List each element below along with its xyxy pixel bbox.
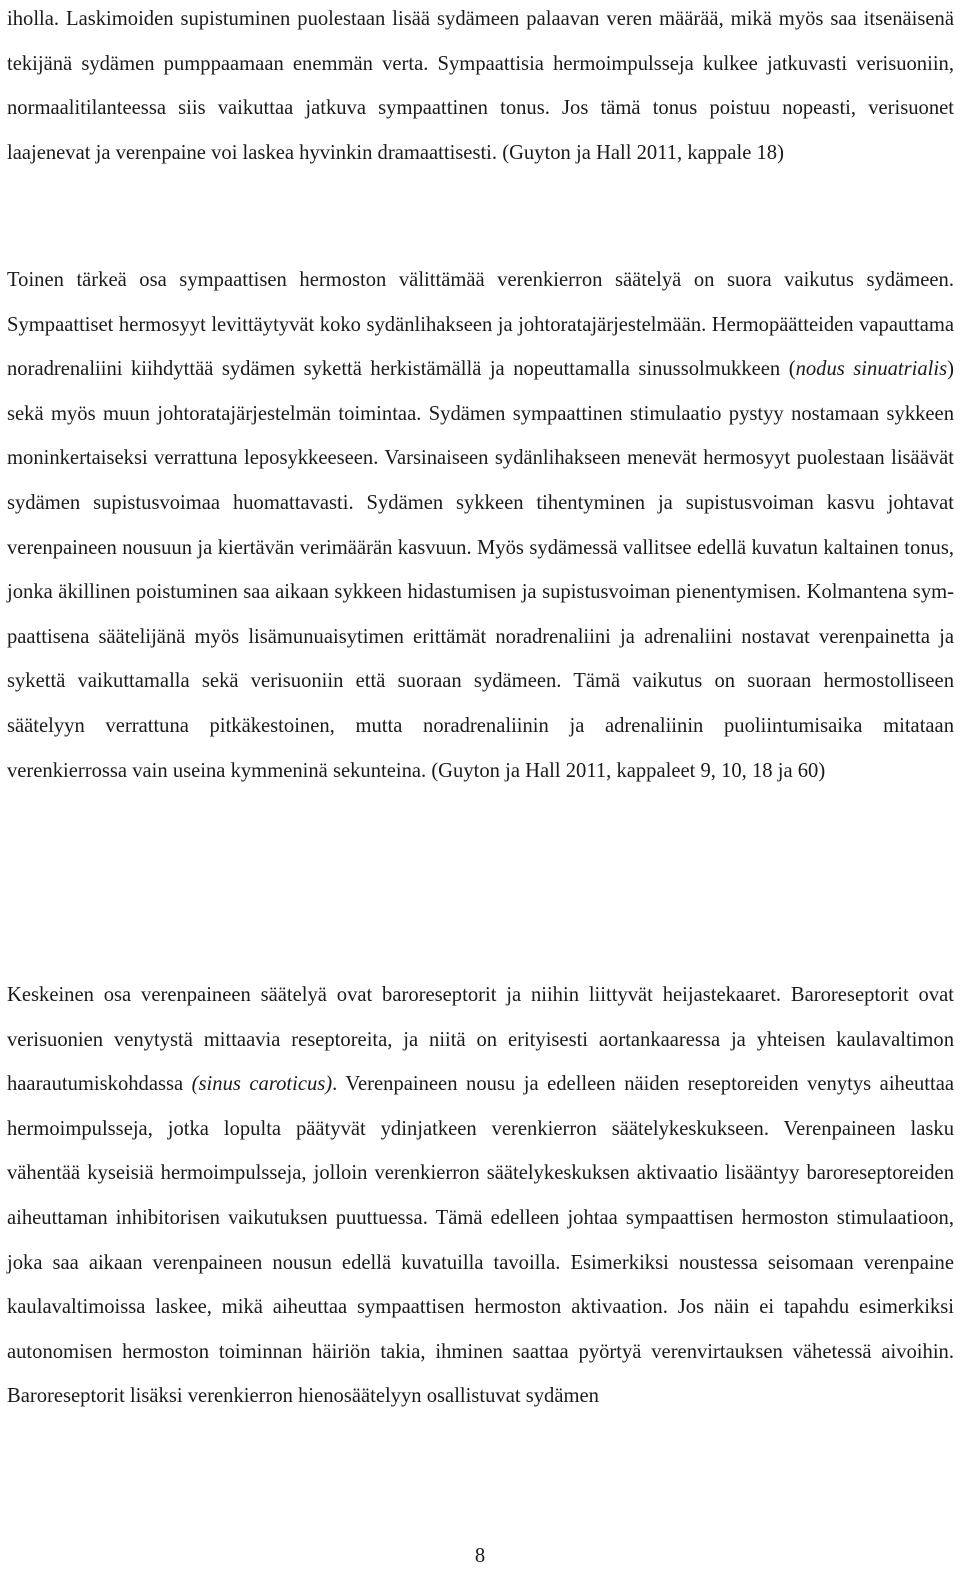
paragraph-2-text-a: Toinen tärkeä osa sympaattisen hermoston välittämää verenkierron säätelyä on suora vaikutus sydämeen. Sympaattiset hermosyyt levittäytyvät koko sydänlihakseen ja johtoratajärjestelmään. Hermopäätteiden vapauttama noradrenaliini kiihdyttää sydämen sykettä herkistämällä ja nopeuttamalla sinussolmukkeen ( [7,269,954,381]
paragraph-2 [7,258,954,793]
page-number: 8 [474,1545,486,1567]
paragraph-3-text-b: . Verenpaineen nousu ja edelleen näiden reseptoreiden venytys aiheuttaa hermoimpulsseja, jotka lopulta päätyvät ydinjatkeen verenkierron säätelykeskukseen. Verenpaineen lasku vähentää kyseisiä hermoimpulsseja, jolloin verenkierron säätelykeskuksen aktivaatio lisääntyy baroreseptoreiden aiheuttaman inhibitorisen vaikutuksen puuttuessa. Tämä edelleen johtaa sympaattisen hermoston stimulaatioon, joka saa aikaan verenpaineen nousun edellä kuvatuilla tavoilla. Esimerkiksi noustessa seisomaan verenpaine kaulavaltimoissa laskee, mikä aiheuttaa sympaattisen hermoston aktivaation. Jos näin ei tapahdu esimerkiksi autonomisen hermoston toiminnan häiriön takia, ihminen saattaa pyörtyä verenvirtauksen vähetessä aivoihin. Baroreseptorit lisäksi verenkierron hienosäätelyyn osallistuvat sydämen [7,1073,955,1408]
paragraph-3-text-a: Keskeinen osa verenpaineen säätelyä ovat baroreseptorit ja niihin liittyvät heijastekaaret. Baroreseptorit ovat verisuonien venytystä mittaavia reseptoreita, ja niitä on erityisesti aortankaaressa ja yhteisen kaulavaltimon haarautumiskohdassa [7,984,954,1096]
paragraph-2-latin-term: nodus sinuatrialis [795,358,948,381]
paragraph-2-text-b: ) sekä myös muun johtoratajärjestelmän toimintaa. Sydämen sympaattinen stimulaatio pystyy nostamaan sykkeen moninkertaiseksi verrattuna leposykkeeseen. Varsinaiseen sydänlihakseen menevät hermosyyt puolestaan lisäävät sydämen supistusvoimaa huomattavasti. Sydämen sykkeen tihentyminen ja supistusvoiman kasvu johtavat verenpaineen nousuun ja kiertävän verimäärän kasvuun. Myös sydämessä vallitsee edellä kuvatun kaltainen tonus, jonka äkillinen poistuminen saa aikaan sykkeen hidastumisen ja supistusvoiman pienentymisen. Kolmantena sympaattisena säätelijänä myös lisämunuaisytimen erittämät noradrenaliini ja adrenaliini nostavat verenpainetta ja sykettä vaikuttamalla sekä verisuoniin että suoraan sydämeen. Tämä vaikutus on suoraan hermostolliseen säätelyyn verrattuna pitkäkestoinen, mutta noradrenaliinin ja adrenaliinin puoliintumisaika mitataan verenkierrossa vain useina kymmeninä sekunteina. (Guyton ja Hall 2011, kappaleet 9, 10, 18 ja 60) [7,358,954,782]
paragraph-3-latin-term: (sinus caroticus) [191,1073,333,1096]
paragraph-1-text: iholla. Laskimoiden supistuminen puolestaan lisää sydämeen palaavan veren määrää, mikä myös saa itsenäisenä tekijänä sydämen pumppaamaan enemmän verta. Sympaattisia hermoimpulsseja kulkee jatkuvasti verisuoniin, normaalitilanteessa siis vaikuttaa jatkuva sympaattinen tonus. Jos tämä tonus poistuu nopeasti, verisuonet laajenevat ja verenpaine voi laskea hyvinkin dramaattisesti. (Guyton ja Hall 2011, kappale 18) [7,8,954,164]
paragraph-1 [7,0,954,175]
paragraph-3 [7,973,954,1419]
